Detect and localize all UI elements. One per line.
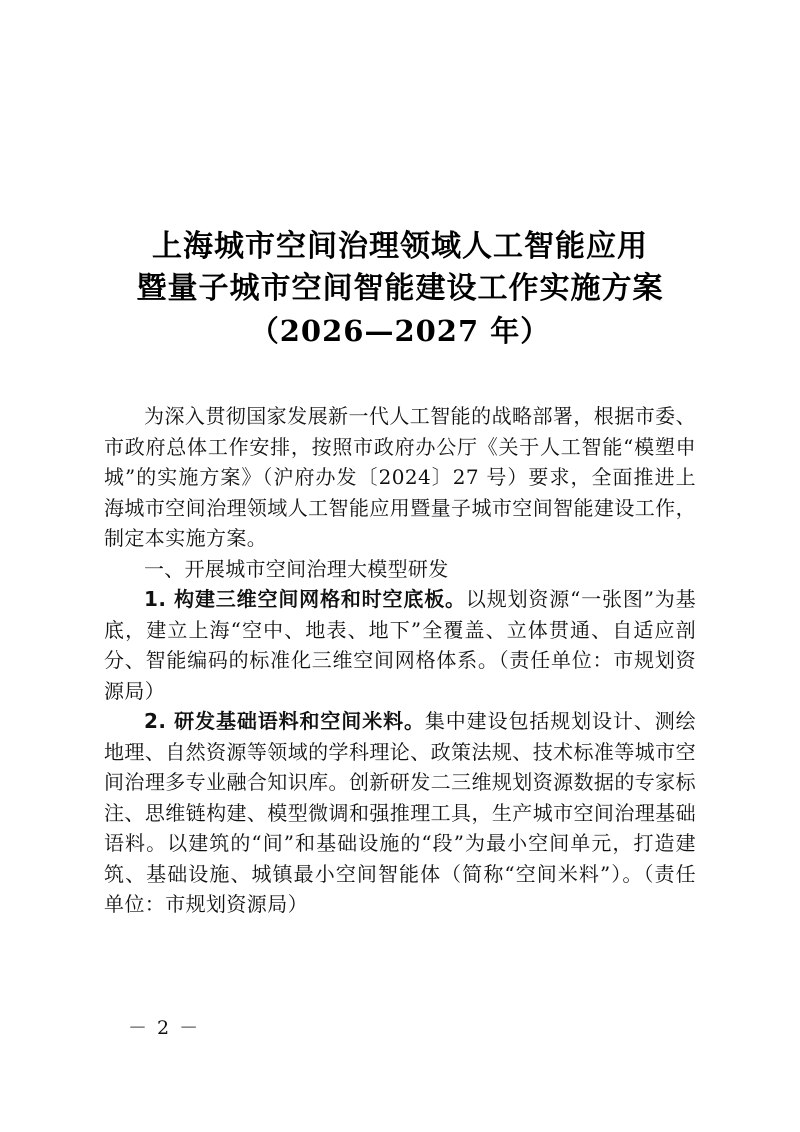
title-line-1: 上海城市空间治理领域人工智能应用	[152, 229, 648, 264]
item-paragraph-1	[104, 584, 696, 706]
item-text-1: 以规划资源“一张图”为基底，建立上海“空中、地表、地下”全覆盖、立体贯通、自适应剖分、智能编码的标准化三维空间网格体系。（责任单位：市规划资源局）	[104, 587, 697, 703]
document-body	[104, 401, 696, 920]
section-heading: 一、开展城市空间治理大模型研发	[144, 556, 449, 581]
title-line-2: 暨量子城市空间智能建设工作实施方案	[136, 271, 664, 306]
document-title	[0, 226, 800, 352]
item-paragraph-2	[104, 706, 696, 920]
page-number: － 2 －	[128, 1017, 201, 1039]
item-lead-2: 2. 研发基础语料和空间米料。	[144, 709, 425, 733]
item-lead-1: 1. 构建三维空间网格和时空底板。	[144, 587, 466, 611]
title-line-year: （2026—2027 年）	[249, 314, 551, 348]
intro-paragraph: 为深入贯彻国家发展新一代人工智能的战略部署，根据市委、市政府总体工作安排，按照市政府办公厅《关于人工智能“模塑申城”的实施方案》（沪府办发〔2024〕27 号）要求，全面推进上海城市空间治理领域人工智能应用暨量子城市空间智能建设工作，制定本实施方案。	[104, 404, 696, 550]
item-text-2: 集中建设包括规划设计、测绘地理、自然资源等领域的学科理论、政策法规、技术标准等城市空间治理多专业融合知识库。创新研发二三维规划资源数据的专家标注、思维链构建、模型微调和强推理工具，生产城市空间治理基础语料。以建筑的“间”和基础设施的“段”为最小空间单元，打造建筑、基础设施、城镇最小空间智能体（简称“空间米料”）。（责任单位：市规划资源局）	[104, 709, 697, 916]
